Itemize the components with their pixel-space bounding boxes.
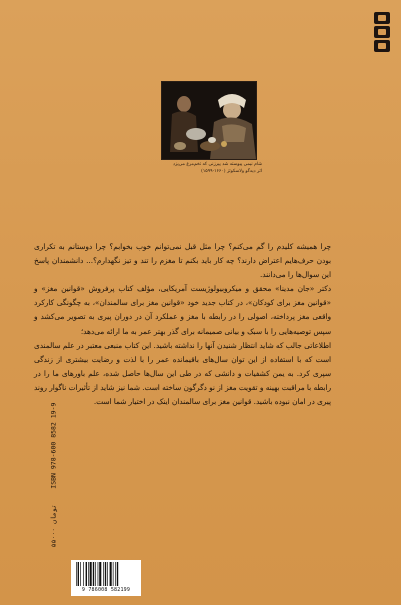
barcode-bars (75, 562, 137, 586)
barcode (71, 560, 141, 596)
caption-line-1: شام نیمی پیوسته شد پیرزنی که تخم‌مرغ می‌پزد (173, 162, 262, 167)
logo-glyph-middle (374, 26, 390, 38)
logo-glyph-top (374, 12, 390, 24)
isbn-text (50, 403, 58, 548)
isbn-number: 978-600 8582 19-9 (49, 402, 58, 470)
isbn-block (46, 402, 61, 548)
painting-caption (150, 161, 262, 175)
price-label: ۵۵۰۰۰ تومان (49, 504, 58, 548)
blurb-paragraph-3: اطلاعاتی جالب که شاید انتظار شنیدن آنها را نداشته باشید. این کتاب منبعی معتبر در علم سالمندی است که با استفاده از این توان سال‌های باقیمانده عمر را با لذت و رضایت بیشتری از زندگی سپری کرد. به یمن کشفیات و دانشی که در طی این سال‌ها حاصل شده، علم باورهای ما را در رابطه با مراقبت بهینه و تقویت مغز از نو دگرگون ساخته است. شما نیز شاید از تأثیرات ناگوار روند پیری در امان نبوده باشید. قوانین مغز برای سالمندان اینک در اختیار شما است. (34, 340, 331, 407)
caption-line-2: اثر دیه‌گو ولاسکوئز (۱۶۶۰-۱۵۹۹) (201, 169, 262, 174)
publisher-logo (373, 12, 391, 54)
blurb-text (34, 240, 331, 409)
barcode-number: 9 786008 582199 (81, 587, 131, 593)
isbn-label: ISBN (49, 473, 58, 489)
blurb-paragraph-1: چرا همیشه کلیدم را گم می‌کنم؟ چرا مثل قبل نمی‌توانم خوب بخوابم؟ چرا دوستانم به تکراری بودن حرف‌هایم اعتراض دارند؟ چه کار باید بکنم تا مغزم را تند و تیز نگهدارم؟... دانشمندان پاسخ این سوال‌ها را می‌دانند. (34, 242, 331, 280)
blurb-paragraph-2: دکتر «جان مدینا» محقق و میکروبیولوژیست آمریکایی، مؤلف کتاب پرفروش «قوانین مغز» و «قوانین مغز برای کودکان»، در کتاب جدید خود «قوانین مغز برای سالمندان»، به چگونگی کارکرد واقعی مغز پرداخته، اصولی را در رابطه با مغز و عملکرد آن در دوران پیری به تصویر می‌کشد و سپس توصیه‌هایی را با سبک و بیانی صمیمانه برای گذر بهتر عمر به ما ارائه می‌دهد؛ (34, 284, 331, 336)
logo-glyph-bottom (374, 40, 390, 52)
painting-image (162, 82, 256, 159)
